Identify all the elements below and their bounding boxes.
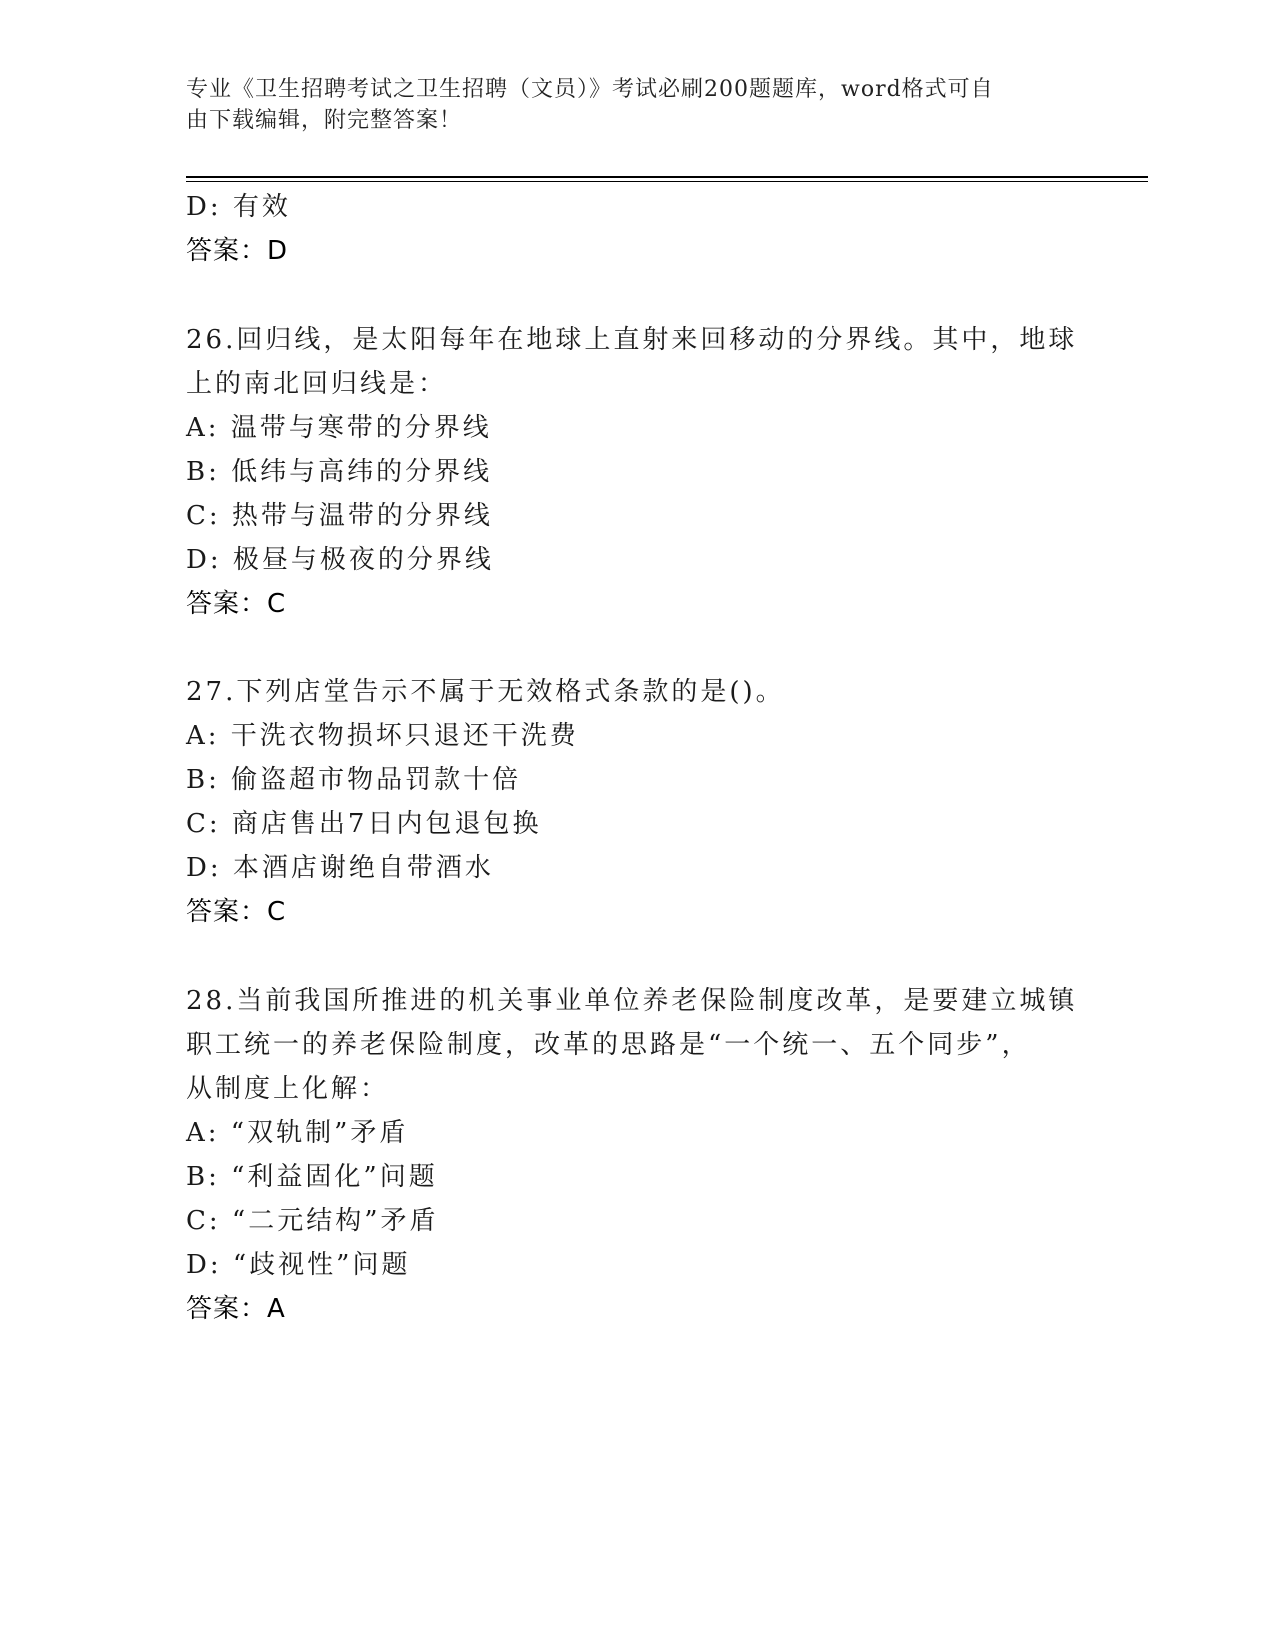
header-line-2: 由下载编辑，附完整答案！ xyxy=(186,108,463,133)
option-b: B: “利益固化”问题 xyxy=(186,1162,438,1192)
question-stem-line: 上的南北回归线是： xyxy=(186,369,448,399)
question-stem-line: 28.当前我国所推进的机关事业单位养老保险制度改革，是要建立城镇 xyxy=(186,986,1078,1016)
header-divider-thin xyxy=(186,181,1148,182)
header-line-1: 专业《卫生招聘考试之卫生招聘（文员）》考试必刷200题题库，word格式可自 xyxy=(186,77,994,102)
answer: 答案：C xyxy=(186,589,287,619)
option-a: A: “双轨制”矛盾 xyxy=(186,1118,409,1148)
header-divider-thick xyxy=(186,176,1148,178)
option-d: D: 有效 xyxy=(186,192,291,222)
option-a: A: 温带与寒带的分界线 xyxy=(186,413,492,443)
option-d: D: 极昼与极夜的分界线 xyxy=(186,545,494,575)
answer: 答案：C xyxy=(186,897,287,927)
question-stem-line: 27.下列店堂告示不属于无效格式条款的是()。 xyxy=(186,677,785,707)
document-header xyxy=(186,74,1066,136)
question-stem-line: 职工统一的养老保险制度，改革的思路是“一个统一、五个同步”， xyxy=(186,1030,1031,1060)
option-c: C: 热带与温带的分界线 xyxy=(186,501,493,531)
option-d: D: “歧视性”问题 xyxy=(186,1250,411,1280)
question-stem-line: 26.回归线，是太阳每年在地球上直射来回移动的分界线。其中，地球 xyxy=(186,325,1078,355)
answer: 答案：D xyxy=(186,236,289,266)
answer: 答案：A xyxy=(186,1294,286,1324)
option-b: B: 偷盗超市物品罚款十倍 xyxy=(186,765,522,795)
option-c: C: 商店售出7日内包退包换 xyxy=(186,809,542,839)
option-a: A: 干洗衣物损坏只退还干洗费 xyxy=(186,721,579,751)
option-d: D: 本酒店谢绝自带酒水 xyxy=(186,853,494,883)
option-c: C: “二元结构”矛盾 xyxy=(186,1206,439,1236)
question-stem-line: 从制度上化解： xyxy=(186,1074,390,1104)
option-b: B: 低纬与高纬的分界线 xyxy=(186,457,493,487)
